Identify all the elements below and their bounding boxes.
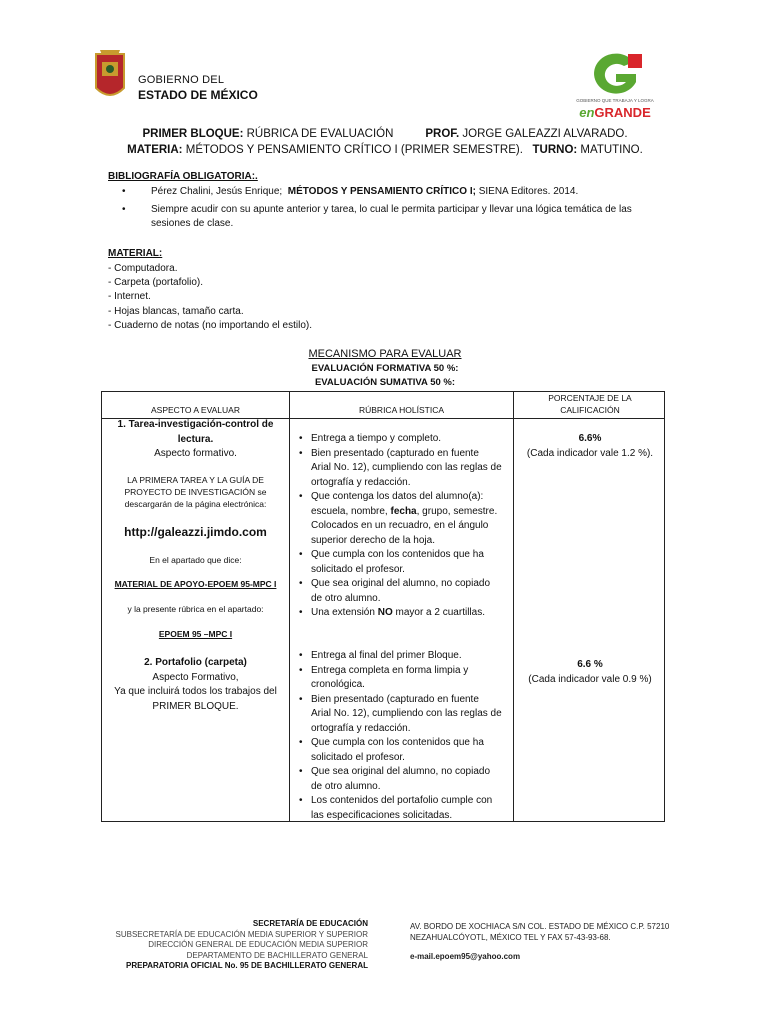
material-heading: MATERIAL: [108, 248, 163, 259]
title-line2: MATERIA: MÉTODOS Y PENSAMIENTO CRÍTICO I (PRIMER SEMESTRE). TURNO: MATUTINO. [127, 144, 643, 156]
footer-email[interactable]: e-mail.epoem95@yahoo.com [410, 952, 521, 961]
row1-material-apoyo: MATERIAL DE APOYO-EPOEM 95-MPC I [114, 579, 277, 589]
list-item: • Bien presentado (capturado en fuente Arial No. 12), cumpliendo con las reglas de ortografía y redacción. [299, 447, 513, 491]
material-item: - Computadora. [108, 263, 178, 274]
list-item: • Que sea original del alumno, no copiado de otro alumno. [299, 577, 513, 606]
evaluacion-formativa: EVALUACIÓN FORMATIVA 50 %: [311, 363, 459, 374]
list-item: • Que sea original del alumno, no copiado de otro alumno. [299, 765, 513, 794]
row2-rubric-list [299, 649, 513, 823]
gov-line1: GOBIERNO DEL [138, 74, 225, 86]
row2-percent: 6.6 % (Cada indicador vale 0.9 %) [528, 659, 652, 685]
footer-right: AV. BORDO DE XOCHIACA S/N COL. ESTADO DE MÉXICO C.P. 57210 NEZAHUALCÓYOTL, MÉXICO TEL Y FAX 57-43-93-68. e-mail.epoem95@yahoo.com [410, 922, 670, 961]
row2-aspect: 2. Portafolio (carpeta) Aspecto Formativo, Ya que incluirá todos los trabajos del PRIMER BLOQUE. [114, 657, 277, 712]
material-item: - Internet. [108, 291, 151, 303]
footer-left: SECRETARÍA DE EDUCACIÓN SUBSECRETARÍA DE EDUCACIÓN MEDIA SUPERIOR Y SUPERIOR DIRECCIÓN GENERAL DE EDUCACIÓN MEDIA SUPERIOR DEPARTAMENTO DE BACHILLERATO GENERAL PREPARATORIA OFICIAL No. 95 DE BACHILLERATO GENERAL [115, 919, 368, 970]
logo-tagline: GOBIERNO QUE TRABAJA Y LOGRA [576, 98, 654, 103]
bibliografia-heading: BIBLIOGRAFÍA OBLIGATORIA:. [108, 171, 258, 182]
mecanismo-heading: MECANISMO PARA EVALUAR [308, 348, 462, 360]
material-item: - Cuaderno de notas (no importando el estilo). [108, 319, 313, 331]
list-item: • Entrega completa en forma limpia y cronológica. [299, 664, 513, 693]
engrande-logo [572, 52, 658, 122]
col-porcentaje-header: PORCENTAJE DE LA CALIFICACIÓN [548, 393, 632, 415]
estado-de-mexico-seal-icon [92, 48, 128, 102]
row1-presente: y la presente rúbrica en el apartado: [127, 604, 264, 614]
list-item: • Entrega al final del primer Bloque. [299, 649, 513, 664]
engrande-g-icon [584, 52, 644, 96]
row1-rubric-list [299, 432, 513, 621]
row1-percent: 6.6% (Cada indicador vale 1.2 %). [526, 433, 654, 459]
gov-line2: ESTADO DE MÉXICO [138, 88, 258, 102]
rubric-table [101, 391, 665, 822]
list-item: • Los contenidos del portafolio cumple con las especificaciones solicitadas. [299, 794, 513, 823]
evaluacion-sumativa: EVALUACIÓN SUMATIVA 50 %: [314, 377, 456, 388]
list-item: • Que cumpla con los contenidos que ha solicitado el profesor. [299, 736, 513, 765]
list-item: • Una extensión NO mayor a 2 cuartillas. [299, 606, 513, 621]
logo-word-grande: GRANDE [594, 105, 651, 120]
material-list [108, 262, 312, 333]
col-rubrica-header: RÚBRICA HOLÍSTICA [358, 405, 445, 415]
material-item: - Carpeta (portafolio). [108, 277, 204, 289]
list-item: • Bien presentado (capturado en fuente Arial No. 12), cumpliendo con las reglas de ortografía y redacción. [299, 693, 513, 737]
row1-epoem: EPOEM 95 –MPC I [158, 629, 233, 639]
row1-note: LA PRIMERA TAREA Y LA GUÍA DE PROYECTO DE INVESTIGACIÓN se descargarán de la página electrónica: [124, 475, 267, 509]
list-item: • Entrega a tiempo y completo. [299, 432, 513, 447]
material-item: - Hojas blancas, tamaño carta. [108, 305, 244, 317]
list-item: • Que contenga los datos del alumno(a): escuela, nombre, fecha, grupo, semestre. Colocados en un recuadro, en el ángulo superior derecho de la hoja. [299, 490, 513, 548]
col-aspecto-header: ASPECTO A EVALUAR [151, 405, 240, 415]
logo-word-en: en [579, 105, 595, 120]
row1-url[interactable]: http://galeazzi.jimdo.com [124, 525, 267, 539]
row1-aspect: 1. Tarea-investigación-control de lectura. Aspecto formativo. [117, 419, 274, 459]
list-item: • Que cumpla con los contenidos que ha solicitado el profesor. [299, 548, 513, 577]
title-line1: PRIMER BLOQUE: RÚBRICA DE EVALUACIÓN PROF. JORGE GALEAZZI ALVARADO. [142, 128, 628, 140]
row1-apartado: En el apartado que dice: [149, 555, 242, 565]
